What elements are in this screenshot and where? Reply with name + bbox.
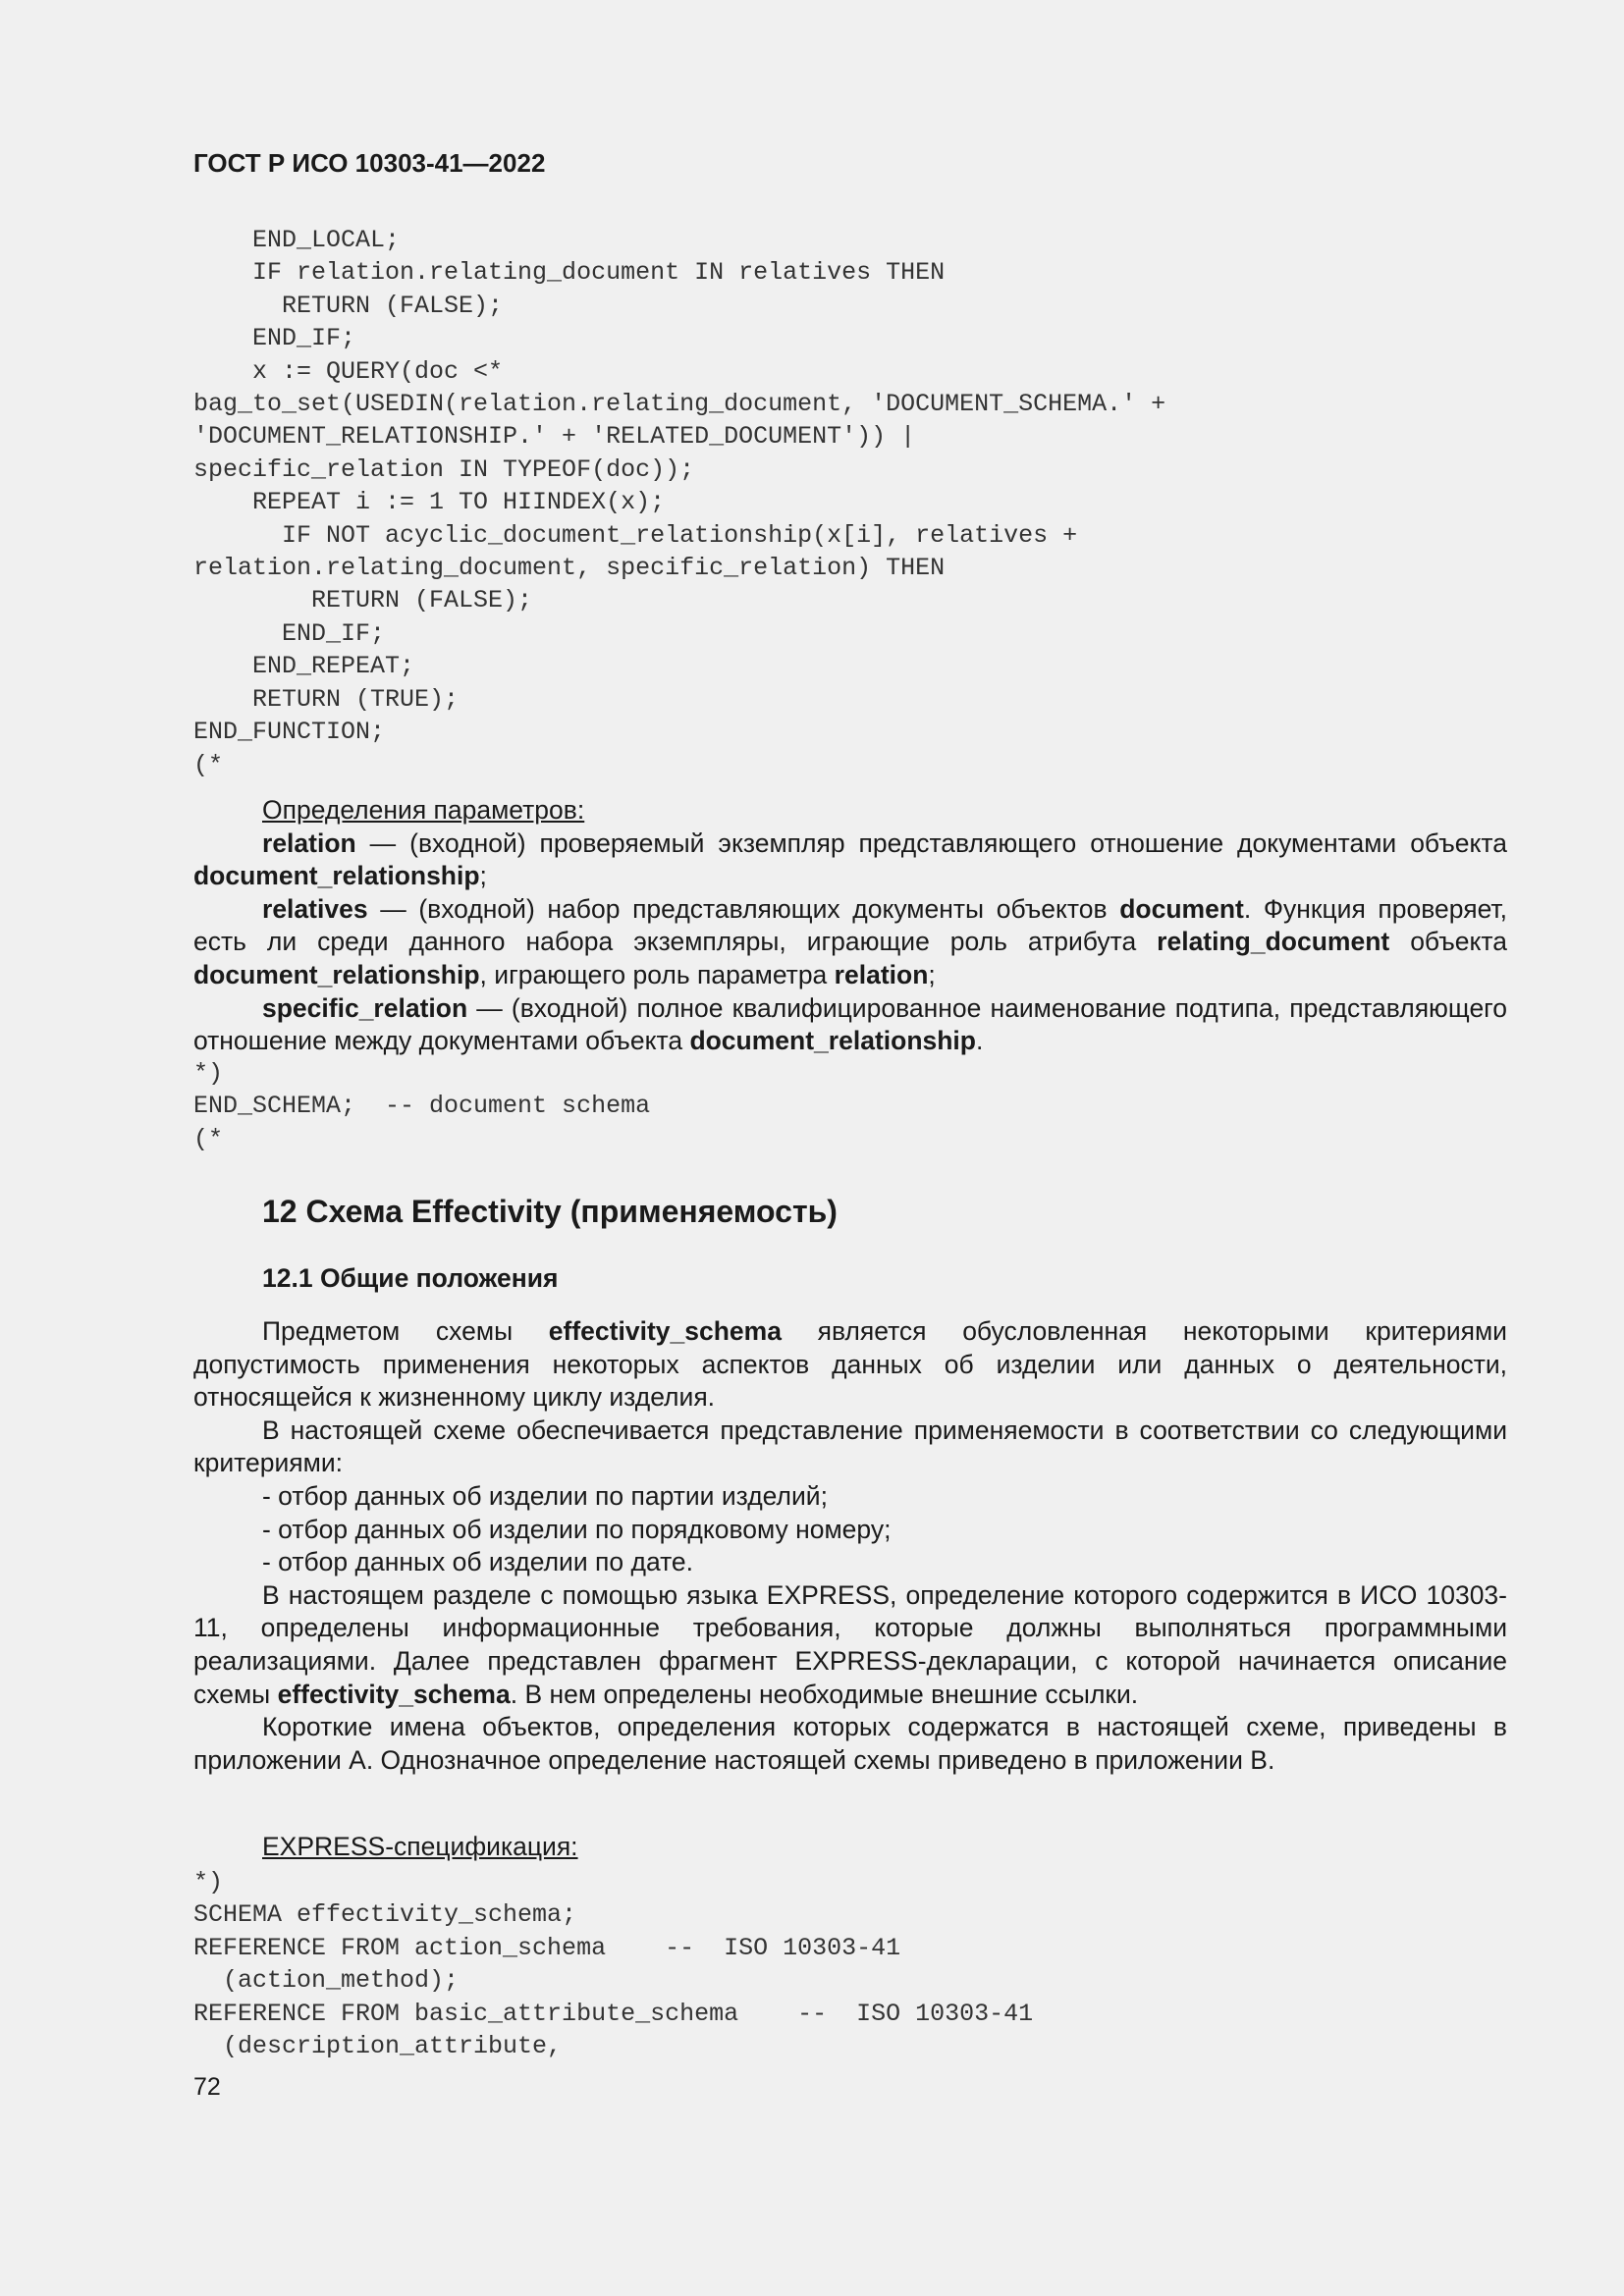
list-item: - отбор данных об изделии по партии изделий; [262, 1480, 828, 1511]
code-block-effectivity-schema: *) SCHEMA effectivity_schema; REFERENCE FROM action_schema -- ISO 10303-41 (action_method); REFERENCE FROM basic_attribute_schema -- ISO 10303-41 (description_attribute, [193, 1868, 1034, 2061]
document-header: ГОСТ Р ИСО 10303-41—2022 [193, 148, 546, 178]
parameters-heading: Определения параметров: [262, 795, 585, 825]
param-relatives: relatives — (входной) набор представляющих документы объектов document. Функция проверяет, есть ли среди данного набора экземпляры, играющие роль атрибута relating_document объекта document_relationship, играющего роль параметра relation; [193, 893, 1507, 989]
paragraph-express: В настоящем разделе с помощью языка EXPRESS, определение которого содержится в ИСО 10303-11, определены информационные требования, которые должны выполняться программными реализациями. Далее представлен фрагмент EXPRESS-декларации, с которой начинается описание схемы effectivity_schema. В нем определены необходимые внешние ссылки. [193, 1579, 1507, 1709]
param-term: specific_relation [262, 992, 468, 1023]
list-item: - отбор данных об изделии по дате. [262, 1547, 694, 1577]
page-number: 72 [193, 2073, 221, 2101]
param-term: relatives [262, 893, 368, 924]
paragraph-subject: Предметом схемы effectivity_schema является обусловленная некоторыми критериями допустимость применения некоторых аспектов данных об изделии или данных о деятельности, относящейся к жизненному циклу изделия. [193, 1316, 1507, 1413]
param-specific-relation: specific_relation — (входной) полное квалифицированное наименование подтипа, представляющего отношение между документами объекта document_relationship. [193, 992, 1507, 1056]
section-12-1-title: 12.1 Общие положения [262, 1263, 559, 1293]
paragraph-criteria: В настоящей схеме обеспечивается представление применяемости в соответствии со следующими критериями: [193, 1415, 1507, 1478]
param-term: relation [262, 828, 356, 858]
section-12-title: 12 Схема Effectivity (применяемость) [262, 1194, 838, 1229]
code-block-end-schema: *) END_SCHEMA; -- document schema (* [193, 1059, 651, 1153]
param-relation: relation — (входной) проверяемый экземпляр представляющего отношение документами объекта document_relationship; [193, 828, 1507, 891]
express-spec-label-wrap [193, 1831, 1507, 1864]
code-block-function-end: END_LOCAL; IF relation.relating_document IN relatives THEN RETURN (FALSE); END_IF; x := QUERY(doc <* bag_to_set(USEDIN(relation.relating_document, 'DOCUMENT_SCHEMA.' + 'DOCUMENT_RELATIONSHIP.' + 'RELATED_DOCUMENT')) | specific_relation IN TYPEOF(doc)); REPEAT i := 1 TO HIINDEX(x); IF NOT acyclic_document_relationship(x[i], relatives + relation.relating_document, specific_relation) THEN RETURN (FALSE); END_IF; END_REPEAT; RETURN (TRUE); END_FUNCTION; (* [193, 226, 1166, 779]
parameter-definitions [193, 794, 1507, 1058]
list-item: - отбор данных об изделии по порядковому номеру; [262, 1514, 892, 1544]
paragraph-short-names: Короткие имена объектов, определения которых содержатся в настоящей схеме, приведены в приложении А. Однозначное определение настоящей схемы приведено в приложении В. [193, 1712, 1507, 1775]
express-spec-label: EXPRESS-спецификация: [262, 1832, 578, 1861]
section-12-1-body [193, 1315, 1507, 1777]
